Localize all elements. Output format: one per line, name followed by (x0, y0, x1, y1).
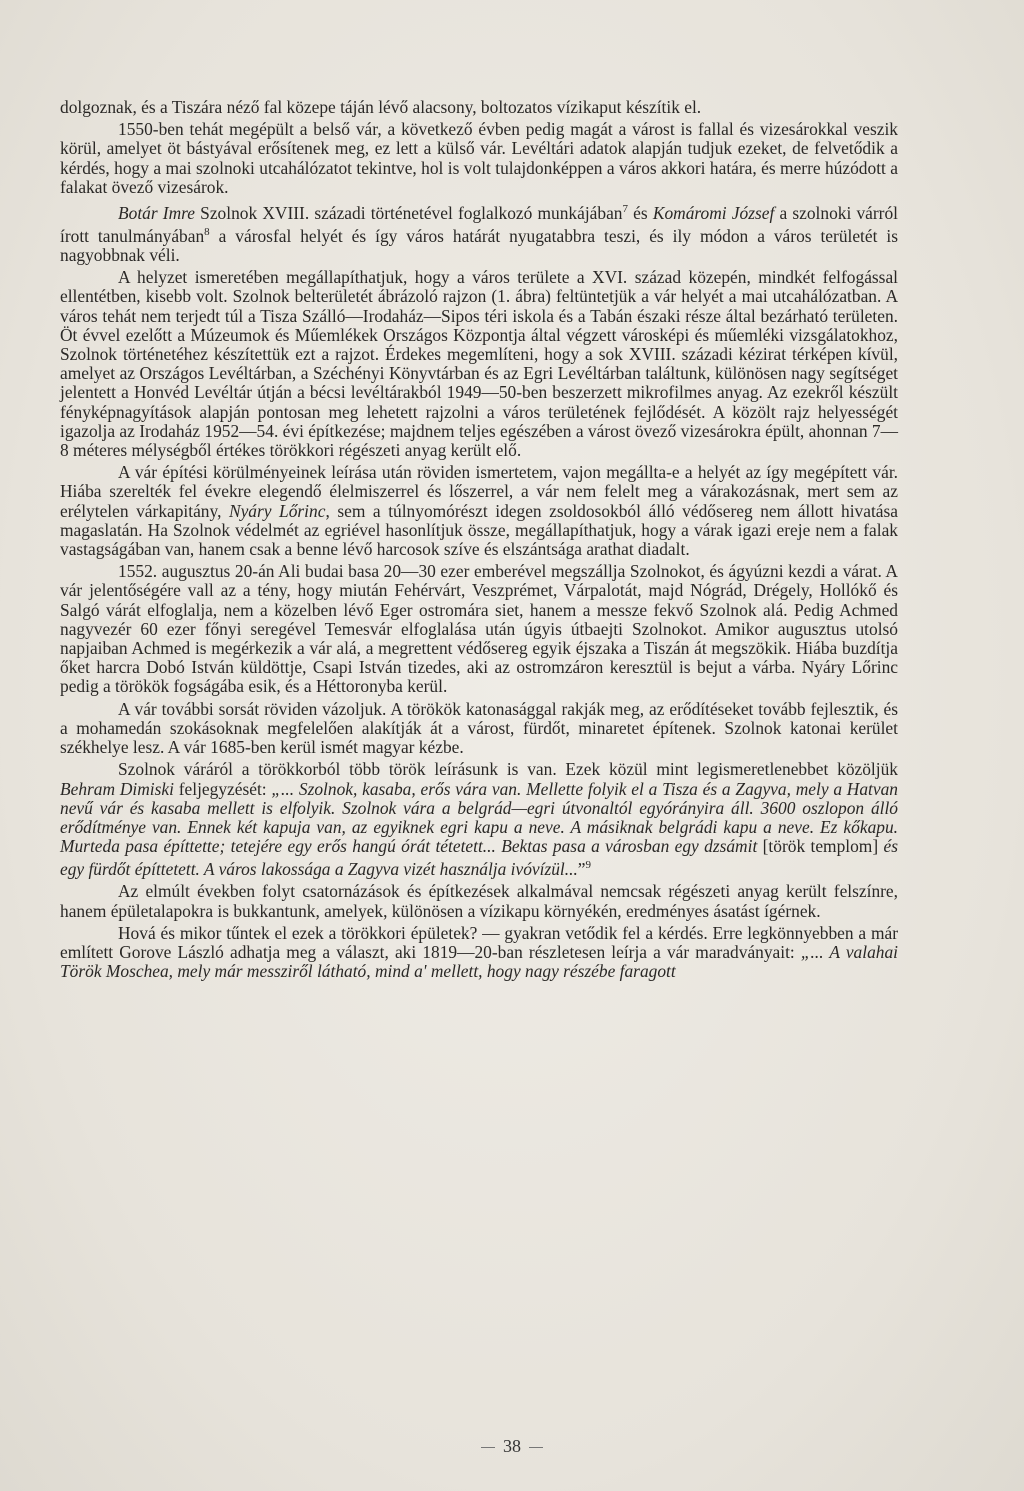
text-run: Szolnok XVIII. századi történetével foglalkozó munkájában (194, 202, 623, 223)
text-run: Hová és mikor tűntek el ezek a törökkori épületek? — gyakran vetődik fel a kérdés. Erre legkönnyebben a már említett Gorove László adhatja meg a választ, aki 1819—20-ban részletesen leírja a vár maradványait: (60, 922, 898, 962)
body-text (60, 98, 898, 984)
text-run: [török templom] (757, 836, 884, 857)
paragraph (60, 882, 898, 920)
text-run: feljegyzését: (173, 778, 272, 799)
paragraph (60, 463, 898, 559)
paragraph (60, 120, 898, 197)
italic-text: „... Szolnok, kasaba, erős vára van. Mellette folyik el a Tisza és a Zagyva, mely a Hatvan nevű vár és kasaba mellett is elfolyik. Szolnok vára a belgrád—egri útvonaltól egyórányira áll. 3600 oszlopon álló erődítménye van. Ennek két kapuja van, az egyiknek egri kapu a neve. A másiknak belgrádi kapu a neve. Ez kőkapu. Murteda pasa építtette; tetejére egy erős hangú órát tétetett... Bektas pasa a városban egy dzsámit (60, 778, 898, 857)
paragraph (60, 760, 898, 879)
footer-dash-right (529, 1447, 543, 1448)
paragraph (60, 200, 898, 265)
italic-text: „... A valahai Török Moschea, mely már messziről látható, mind a' mellett, hogy nagy részébe faragott (60, 941, 898, 982)
footnote-ref: 8 (204, 226, 210, 239)
paragraph (60, 268, 898, 460)
text-run: 1552. augusztus 20-án Ali budai basa 20—30 ezer emberével megszállja Szolnokot, és ágyúzni kezdi a várat. A vár jelentőségére vall az a tény, hogy miután Fehérvárt, Veszprémet, Várpalotát, majd Nógrád, Drégely, Hollókő és Salgó várát elfoglalja, nem a közelben lévő Eger ostromára siet, hanem a messze fekvő Szolnok alá. Pedig Achmed nagyvezér 60 ezer főnyi seregével Temesvár elfoglalása után úgyis útbaejti Szolnokot. Amikor augusztus utolsó napjaiban Achmed is megérkezik a vár alá, a megrettent védősereg egyik éjszaka a Tiszán át megszökik. Hiába buzdítja őket harcra Dobó István küldöttje, Csapi István tizedes, aki az ostromzáron keresztül is bejut a várba. Nyáry Lőrinc pedig a törökök fogságába esik, és a Héttoronyba kerül. (60, 561, 898, 697)
italic-text: Behram Dimiski (60, 778, 174, 799)
text-run: 1550-ben tehát megépült a belső vár, a következő évben pedig magát a várost is fallal és vizesárokkal veszik körül, amelyet öt bástyával erősítenek meg, ez lett a külső vár. Levéltári adatok alapján tudjuk ezeket, de felvetődik a kérdés, hogy a mai szolnoki utcahálózatot tekintve, hol is volt tulajdonképpen a város akkori határa, és merre húzódott a falakat övező vizesárok. (60, 119, 898, 197)
text-run: A vár további sorsát röviden vázoljuk. A törökök katonasággal rakják meg, az erődítéseket tovább fejlesztik, és a mohamedán szokásoknak megfelelően alakítják át a várost, fürdőt, minaretet építenek. Szolnok katonai kerület székhelye lesz. A vár 1685-ben kerül ismét magyar kézbe. (60, 698, 898, 758)
text-run: Szolnok váráról a törökkorból több török leírásunk is van. Ezek közül mint legismeretlenebbet közöljük (118, 759, 898, 780)
italic-text: Botár Imre (118, 202, 195, 223)
italic-text: és egy fürdőt építtetett. A város lakossága a Zagyva vizét használja ivóvízül... (60, 836, 898, 880)
text-run: dolgoznak, és a Tiszára néző fal közepe táján lévő alacsony, boltozatos vízikaput készítik el. (60, 97, 702, 117)
text-run: és (628, 202, 653, 223)
paragraph (60, 924, 898, 982)
paragraph (60, 98, 898, 117)
text-run: A helyzet ismeretében megállapíthatjuk, hogy a város területe a XVI. század közepén, mindkét felfogással ellentétben, kisebb volt. Szolnok belterületét ábrázoló rajzon (1. ábra) feltüntetjük a vár helyét a mai utcahálózatban. A város tehát nem terjedt túl a Tisza Szálló—Irodaház—Sipos téri iskola és a Tabán északi része által bezárható területen. Öt évvel ezelőtt a Múzeumok és Műemlékek Országos Központja által végzett városképi és műemléki vizsgálatokhoz, Szolnok történetéhez készítettük ezt a rajzot. Érdekes megemlíteni, hogy a sok XVIII. századi kézirat térképen kívül, amelyet az Országos Levéltárban, a Széchényi Könyvtárban és az Egri Levéltárban találtunk, különösen nagy segítséget jelentett a Honvéd Levéltár útján a bécsi levéltárakból 1949—50-ben beszerzett mikrofilmes anyag. Az ezekről készült fényképnagyítások alapján pontosan meg lehetett rajzolni a város területének fejlődését. A közölt rajz helyességét igazolja az Irodaház 1952—54. évi építkezése; majdnem teljes egészében a várost övező vizesárokra épült, ahonnan 7—8 méteres mélységből értékes törökkori régészeti anyag került elő. (60, 267, 898, 461)
text-run: a szolnoki várról írott tanulmányában (60, 202, 898, 246)
text-run: , sem a túlnyomórészt idegen zsoldosokból álló védősereg nem állott hivatása magaslatán. Ha Szolnok védelmét az egriével hasonlítjuk össze, megállapíthatjuk, hogy a várak igazi ereje nem a falak vastagságában van, hanem csak a benne lévő harcosok szíve és elszántsága arathat diadalt. (60, 500, 898, 560)
text-run: ” (577, 859, 586, 880)
paragraph (60, 562, 898, 696)
footnote-ref: 7 (622, 203, 628, 216)
text-run: A vár építési körülményeinek leírása után röviden ismertetem, vajon megállta-e a helyét az így megépített vár. Hiába szerelték fel évekre elegendő élelmiszerrel és lőszerrel, a vár nem felelt meg a várakozásnak, mert sem az erélytelen várkapitány, (60, 462, 898, 521)
footer-dash-left (481, 1447, 495, 1448)
italic-text: Komáromi József (652, 202, 775, 223)
page-number: 38 (503, 1436, 521, 1456)
paragraph (60, 700, 898, 758)
page-footer (0, 1436, 1024, 1457)
text-run: a városfal helyét és így város határát nyugatabbra teszi, és ily módon a város területét is nagyobbnak véli. (60, 225, 898, 266)
italic-text: Nyáry Lőrinc (228, 500, 326, 521)
footnote-ref: 9 (585, 859, 592, 872)
text-run: Az elmúlt években folyt csatornázások és építkezések alkalmával nemcsak régészeti anyag került felszínre, hanem épületalapokra is bukkantunk, amelyek, különösen a vízikapu környékén, eredményes ásatást ígérnek. (60, 881, 898, 921)
